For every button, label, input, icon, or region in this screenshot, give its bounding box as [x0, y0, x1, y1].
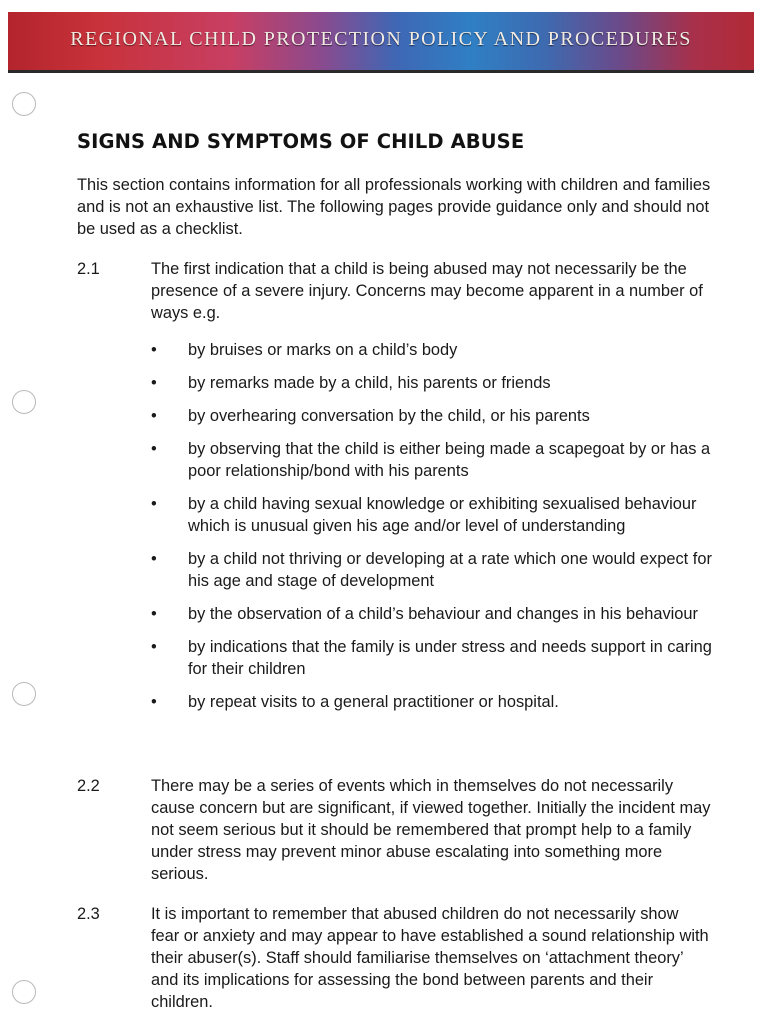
- header-banner: [8, 12, 754, 70]
- list-item: [150, 691, 720, 713]
- paragraph-text: It is important to remember that abused children do not necessarily show fear or anxiety and may appear to have established a sound relationship with their abuser(s). Staff should familiarise themselves on ‘attachment theory’ and its implications for assessing the bond between parents and their children.: [151, 905, 709, 1011]
- bullet-icon: •: [151, 693, 157, 711]
- list-item-text: by the observation of a child’s behaviour and changes in his behaviour: [188, 605, 698, 623]
- list-item-text: by overhearing conversation by the child, or his parents: [188, 407, 590, 425]
- section-heading: SIGNS AND SYMPTOMS OF CHILD ABUSE: [77, 130, 525, 153]
- paragraph-number: 2.3: [77, 905, 100, 923]
- binder-hole-4: [12, 980, 36, 1004]
- binder-hole-2: [12, 390, 36, 414]
- list-item-text: by repeat visits to a general practitioner or hospital.: [188, 693, 559, 711]
- bullet-icon: •: [151, 605, 157, 623]
- list-item-text: by a child not thriving or developing at a rate which one would expect for his age and stage of development: [188, 550, 712, 590]
- bullet-icon: •: [151, 550, 157, 568]
- list-item: [150, 636, 720, 680]
- bullet-icon: •: [151, 638, 157, 656]
- paragraph-number: 2.1: [77, 260, 100, 278]
- list-item-text: by remarks made by a child, his parents or friends: [188, 374, 551, 392]
- bullet-icon: •: [151, 495, 157, 513]
- binder-hole-1: [12, 92, 36, 116]
- bullet-icon: •: [151, 440, 157, 458]
- list-item-text: by a child having sexual knowledge or exhibiting sexualised behaviour which is unusual given his age and/or level of understanding: [188, 495, 697, 535]
- list-item: [150, 603, 720, 625]
- list-item: [150, 493, 720, 537]
- bullet-icon: •: [151, 407, 157, 425]
- indicator-list: [150, 339, 720, 724]
- list-item: [150, 438, 720, 482]
- paragraph-number: 2.2: [77, 777, 100, 795]
- bullet-icon: •: [151, 374, 157, 392]
- bullet-icon: •: [151, 341, 157, 359]
- list-item: [150, 372, 720, 394]
- list-item-text: by bruises or marks on a child’s body: [188, 341, 458, 359]
- paragraph-text: There may be a series of events which in themselves do not necessarily cause concern but are significant, if viewed together. Initially the incident may not seem serious but it should be remembered that prompt help to a family under stress may prevent minor abuse escalating into something more serious.: [151, 777, 711, 883]
- list-item-text: by indications that the family is under stress and needs support in caring for their children: [188, 638, 712, 678]
- list-item: [150, 548, 720, 592]
- intro-paragraph: This section contains information for all professionals working with children and families and is not an exhaustive list. The following pages provide guidance only and should not be used as a checklist.: [77, 176, 711, 238]
- banner-title: REGIONAL CHILD PROTECTION POLICY AND PROCEDURES: [70, 28, 692, 50]
- list-item-text: by observing that the child is either being made a scapegoat by or has a poor relationship/bond with his parents: [188, 440, 711, 480]
- paragraph-text: The first indication that a child is being abused may not necessarily be the presence of a severe injury. Concerns may become apparent in a number of ways e.g.: [151, 260, 703, 322]
- binder-hole-3: [12, 682, 36, 706]
- list-item: [150, 405, 720, 427]
- list-item: [150, 339, 720, 361]
